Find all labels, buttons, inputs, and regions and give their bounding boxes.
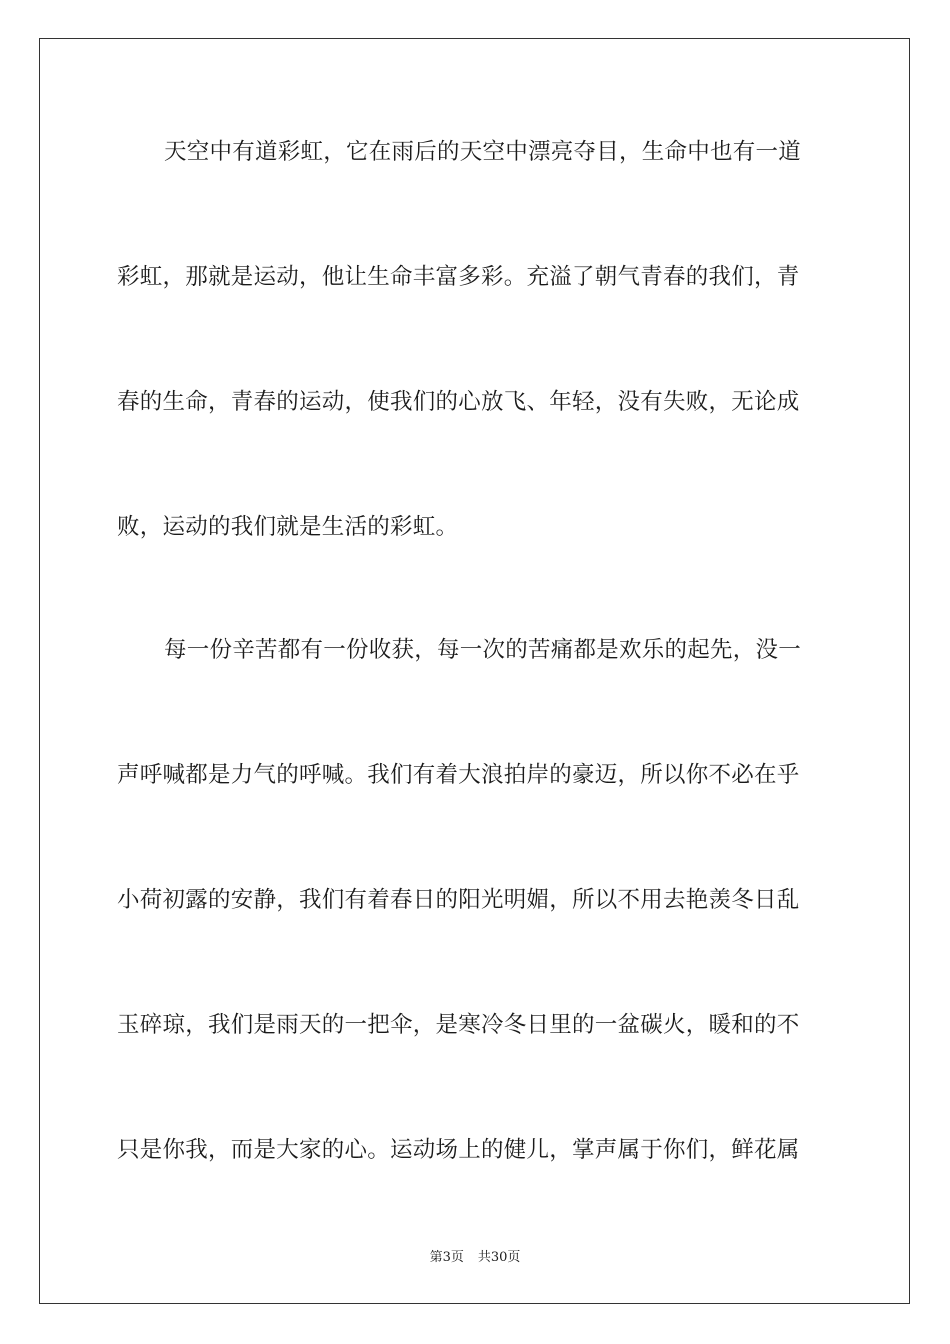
paragraph-1-line-1: 天空中有道彩虹，它在雨后的天空中漂亮夺目，生命中也有一道 — [164, 139, 802, 165]
paragraph-2-line-2: 声呼喊都是力气的呼喊。我们有着大浪拍岸的豪迈，所以你不必在乎 — [117, 762, 800, 788]
paragraph-1-line-3: 春的生命，青春的运动，使我们的心放飞、年轻，没有失败，无论成 — [117, 389, 800, 415]
paragraph-2-line-1: 每一份辛苦都有一份收获，每一次的苦痛都是欢乐的起先，没一 — [164, 637, 802, 663]
paragraph-2-line-3: 小荷初露的安静，我们有着春日的阳光明媚，所以不用去艳羡冬日乱 — [117, 887, 800, 913]
page-border — [39, 38, 910, 1304]
paragraph-1-line-2: 彩虹，那就是运动，他让生命丰富多彩。充溢了朝气青春的我们，青 — [117, 264, 800, 290]
paragraph-1-line-4: 败，运动的我们就是生活的彩虹。 — [117, 514, 459, 540]
paragraph-2-line-5: 只是你我，而是大家的心。运动场上的健儿，掌声属于你们，鲜花属 — [117, 1137, 800, 1163]
page-footer — [0, 1246, 950, 1265]
page-number: 第3页 — [429, 1250, 464, 1265]
paragraph-2-line-4: 玉碎琼，我们是雨天的一把伞，是寒冷冬日里的一盆碳火，暖和的不 — [117, 1012, 800, 1038]
page-total: 共30页 — [477, 1250, 521, 1265]
